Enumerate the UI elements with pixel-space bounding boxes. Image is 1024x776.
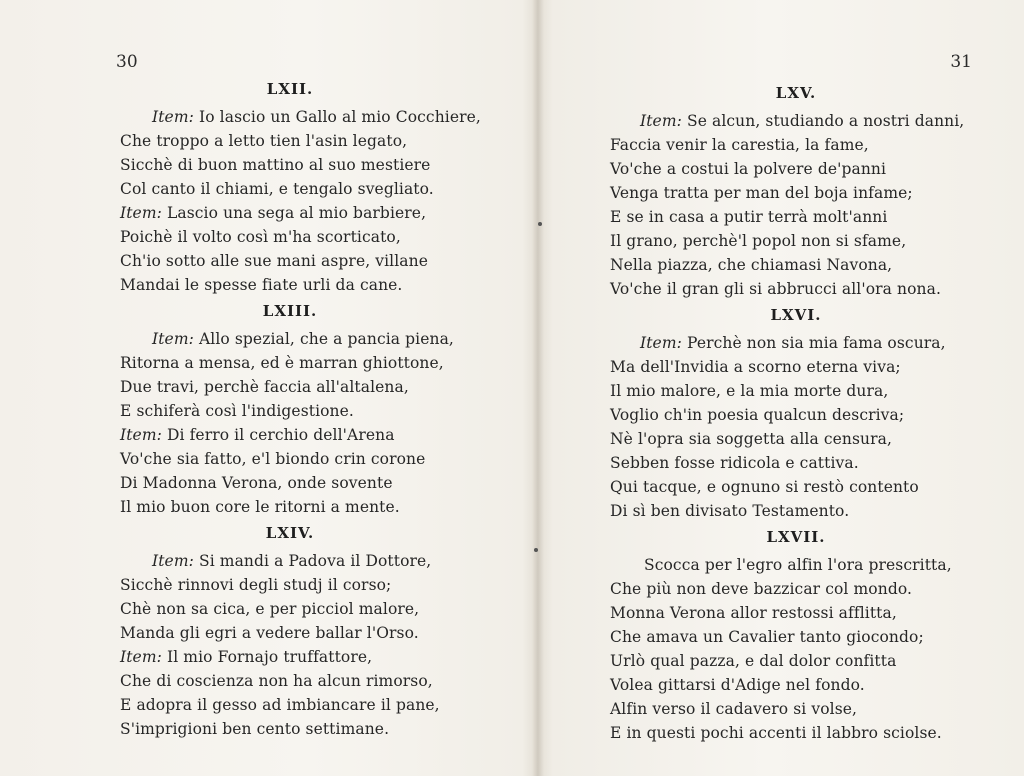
verse-line: Col canto il chiami, e tengalo svegliato. [120, 180, 434, 198]
verse-line: Faccia venir la carestia, la fame, [610, 136, 869, 154]
verse-line: Di Madonna Verona, onde sovente [120, 474, 393, 492]
verse-line: E schiferà così l'indigestione. [120, 402, 354, 420]
ink-speck [534, 548, 538, 552]
verse-line: Vo'che il gran gli si abbrucci all'ora nona. [610, 280, 941, 298]
item-prefix: Item: [120, 426, 162, 444]
verse-line: Che amava un Cavalier tanto giocondo; [610, 628, 924, 646]
verse-line [120, 426, 395, 444]
verse-line [152, 330, 454, 348]
verse-text: Se alcun, studiando a nostri danni, [686, 112, 965, 130]
verse-line: Nella piazza, che chiamasi Navona, [610, 256, 893, 274]
item-prefix: Item: [640, 334, 682, 352]
verse-line: S'imprigioni ben cento settimane. [120, 720, 390, 738]
stanza-heading: LXVI. [770, 306, 822, 324]
verse-line: E se in casa a putir terrà molt'anni [610, 208, 888, 226]
verse-line: Mandai le spesse fiate urli da cane. [120, 276, 403, 294]
verse-line [120, 204, 426, 222]
verse-line: Alfin verso il cadavero si volse, [610, 700, 858, 718]
verse-line: Scocca per l'egro alfin l'ora prescritta, [644, 556, 952, 574]
verse-line: Sebben fosse ridicola e cattiva. [610, 454, 859, 472]
stanza-heading: LXV. [775, 84, 817, 102]
verse-line [152, 108, 481, 126]
verse-line: Ma dell'Invidia a scorno eterna viva; [610, 358, 901, 376]
verse-text: Allo spezial, che a pancia piena, [198, 330, 454, 348]
verse-text: Io lascio un Gallo al mio Cocchiere, [198, 108, 481, 126]
verse-line [640, 334, 946, 352]
verse-line: Vo'che a costui la polvere de'panni [610, 160, 887, 178]
stanza-heading: LXVII. [766, 528, 826, 546]
verse-text: Il mio Fornajo truffattore, [166, 648, 373, 666]
book-gutter [532, 0, 544, 776]
item-prefix: Item: [152, 552, 194, 570]
verse-line: E adopra il gesso ad imbiancare il pane, [120, 696, 440, 714]
verse-text: Di ferro il cerchio dell'Arena [166, 426, 395, 444]
verse-line: Il mio malore, e la mia morte dura, [610, 382, 889, 400]
verse-line: Poichè il volto così m'ha scorticato, [120, 228, 401, 246]
verse-line: Ritorna a mensa, ed è marran ghiottone, [120, 354, 444, 372]
item-prefix: Item: [120, 648, 162, 666]
verse-line [640, 112, 964, 130]
verse-line: Nè l'opra sia soggetta alla censura, [610, 430, 892, 448]
verse-line: E in questi pochi accenti il labbro sciolse. [610, 724, 942, 742]
verse-text: Perchè non sia mia fama oscura, [686, 334, 946, 352]
verse-text: Si mandi a Padova il Dottore, [198, 552, 432, 570]
verse-line: Manda gli egri a vedere ballar l'Orso. [120, 624, 419, 642]
verse-line: Il grano, perchè'l popol non si sfame, [610, 232, 907, 250]
verse-line [120, 648, 372, 666]
verse-line: Che troppo a letto tien l'asin legato, [120, 132, 408, 150]
verse-line: Il mio buon core le ritorni a mente. [120, 498, 400, 516]
page-number-right: 31 [950, 52, 972, 72]
verse-line: Vo'che sia fatto, e'l biondo crin corone [120, 450, 426, 468]
stanza-heading: LXIII. [262, 302, 318, 320]
verse-text: Lascio una sega al mio barbiere, [166, 204, 427, 222]
verse-line: Volea gittarsi d'Adige nel fondo. [610, 676, 865, 694]
stanza-heading: LXIV. [265, 524, 315, 542]
verse-line: Ch'io sotto alle sue mani aspre, villane [120, 252, 428, 270]
item-prefix: Item: [152, 108, 194, 126]
verse-line: Urlò qual pazza, e dal dolor confitta [610, 652, 897, 670]
verse-line: Due travi, perchè faccia all'altalena, [120, 378, 409, 396]
stanza-heading: LXII. [266, 80, 314, 98]
verse-line: Voglio ch'in poesia qualcun descriva; [610, 406, 905, 424]
verse-line: Che di coscienza non ha alcun rimorso, [120, 672, 433, 690]
item-prefix: Item: [640, 112, 682, 130]
page-number-left: 30 [116, 52, 138, 72]
verse-line: Che più non deve bazzicar col mondo. [610, 580, 913, 598]
verse-line [152, 552, 431, 570]
verse-line: Qui tacque, e ognuno si restò contento [610, 478, 919, 496]
verse-line: Monna Verona allor restossi afflitta, [610, 604, 897, 622]
item-prefix: Item: [120, 204, 162, 222]
verse-line: Sicchè rinnovi degli studj il corso; [120, 576, 392, 594]
right-page [544, 0, 1024, 776]
ink-speck [538, 222, 542, 226]
item-prefix: Item: [152, 330, 194, 348]
verse-line: Venga tratta per man del boja infame; [610, 184, 913, 202]
verse-line: Sicchè di buon mattino al suo mestiere [120, 156, 431, 174]
verse-line: Chè non sa cica, e per picciol malore, [120, 600, 420, 618]
verse-line: Di sì ben divisato Testamento. [610, 502, 850, 520]
